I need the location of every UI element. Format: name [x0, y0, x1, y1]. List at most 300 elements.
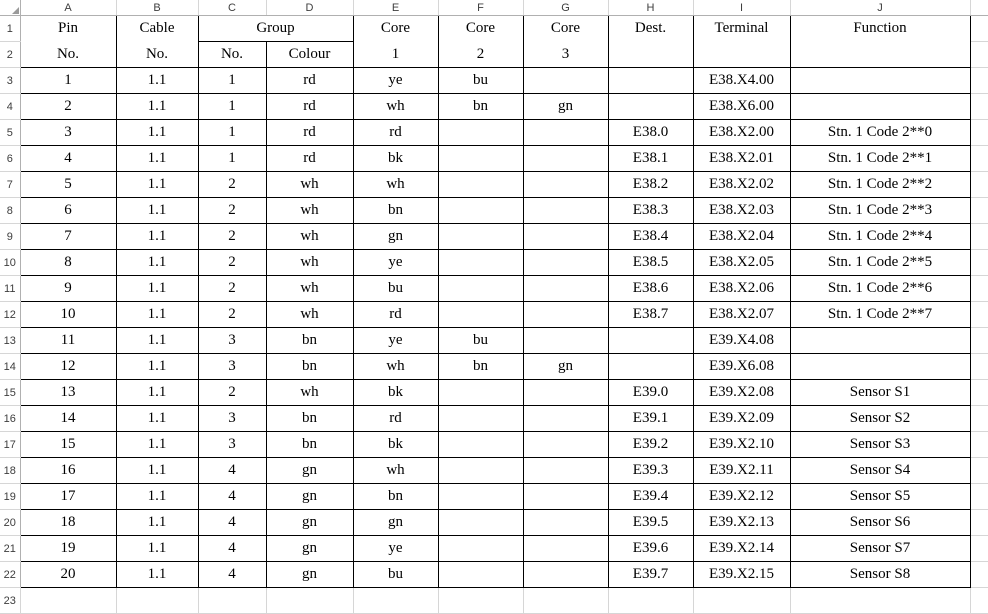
- table-row: [0, 94, 988, 120]
- cell-cable-no[interactable]: 1.1: [116, 536, 198, 562]
- cell-core-2[interactable]: [438, 146, 523, 172]
- cell-pin-no[interactable]: 3: [20, 120, 116, 146]
- row-header-10[interactable]: 10: [0, 250, 20, 276]
- cell-terminal[interactable]: E38.X2.03: [693, 198, 790, 224]
- cell-group-colour[interactable]: wh: [266, 380, 353, 406]
- cell-pin-no[interactable]: 6: [20, 198, 116, 224]
- cell-c23[interactable]: [198, 588, 266, 614]
- cell-extra[interactable]: [970, 562, 988, 588]
- cell-dest[interactable]: E38.4: [608, 224, 693, 250]
- cell-core-2[interactable]: bn: [438, 94, 523, 120]
- cell-core-1[interactable]: gn: [353, 510, 438, 536]
- table-row: [0, 432, 988, 458]
- cell-function[interactable]: [790, 94, 970, 120]
- cell-group-colour[interactable]: rd: [266, 146, 353, 172]
- cell-core-3[interactable]: [523, 562, 608, 588]
- cell-dest[interactable]: E38.0: [608, 120, 693, 146]
- cell-extra[interactable]: [970, 328, 988, 354]
- cell-function[interactable]: Stn. 1 Code 2**2: [790, 172, 970, 198]
- cell-core-3[interactable]: [523, 432, 608, 458]
- cell-core-1[interactable]: bk: [353, 146, 438, 172]
- cell-cable-no[interactable]: 1.1: [116, 198, 198, 224]
- cell-core-3[interactable]: [523, 224, 608, 250]
- cell-terminal[interactable]: E39.X2.10: [693, 432, 790, 458]
- cell-core-3[interactable]: [523, 510, 608, 536]
- row-header-23[interactable]: 23: [0, 588, 20, 614]
- cell-dest[interactable]: [608, 68, 693, 94]
- row-header-14[interactable]: 14: [0, 354, 20, 380]
- cell-cable-no[interactable]: 1.1: [116, 432, 198, 458]
- cell-e2-core-1[interactable]: 1: [353, 42, 438, 68]
- cell-i23[interactable]: [693, 588, 790, 614]
- cell-group-no[interactable]: 3: [198, 354, 266, 380]
- cell-group-colour[interactable]: gn: [266, 562, 353, 588]
- cell-core-2[interactable]: [438, 302, 523, 328]
- cell-core-3[interactable]: [523, 276, 608, 302]
- cell-dest[interactable]: E39.7: [608, 562, 693, 588]
- table-row: [0, 380, 988, 406]
- cell-core-2[interactable]: [438, 276, 523, 302]
- cell-extra[interactable]: [970, 276, 988, 302]
- cell-dest[interactable]: E39.0: [608, 380, 693, 406]
- cell-pin-no[interactable]: 17: [20, 484, 116, 510]
- cell-extra[interactable]: [970, 198, 988, 224]
- cell-core-3[interactable]: [523, 458, 608, 484]
- table-row: [0, 328, 988, 354]
- cell-extra[interactable]: [970, 250, 988, 276]
- column-header-e[interactable]: E: [353, 0, 438, 16]
- cell-function[interactable]: Stn. 1 Code 2**3: [790, 198, 970, 224]
- column-header-f[interactable]: F: [438, 0, 523, 16]
- column-header-k[interactable]: [970, 0, 988, 16]
- cell-group-colour[interactable]: gn: [266, 484, 353, 510]
- cell-group-no[interactable]: 1: [198, 94, 266, 120]
- cell-group-colour[interactable]: rd: [266, 94, 353, 120]
- cell-pin-no[interactable]: 5: [20, 172, 116, 198]
- cell-group-colour[interactable]: wh: [266, 302, 353, 328]
- cell-k1[interactable]: [970, 16, 988, 42]
- cell-cable-no[interactable]: 1.1: [116, 328, 198, 354]
- cell-group-no[interactable]: 2: [198, 380, 266, 406]
- row-header-4[interactable]: 4: [0, 94, 20, 120]
- cell-group-colour[interactable]: wh: [266, 198, 353, 224]
- cell-dest[interactable]: [608, 94, 693, 120]
- cell-b1-cable[interactable]: Cable: [116, 16, 198, 42]
- cell-dest[interactable]: E38.1: [608, 146, 693, 172]
- cell-dest[interactable]: [608, 328, 693, 354]
- cell-group-no[interactable]: 3: [198, 432, 266, 458]
- cell-cable-no[interactable]: 1.1: [116, 224, 198, 250]
- cell-terminal[interactable]: E38.X2.05: [693, 250, 790, 276]
- cell-e23[interactable]: [353, 588, 438, 614]
- cell-terminal[interactable]: E38.X2.00: [693, 120, 790, 146]
- cell-group-no[interactable]: 4: [198, 458, 266, 484]
- cell-pin-no[interactable]: 2: [20, 94, 116, 120]
- table-row: [0, 146, 988, 172]
- table-row: [0, 276, 988, 302]
- cell-core-1[interactable]: rd: [353, 406, 438, 432]
- cell-core-1[interactable]: bu: [353, 276, 438, 302]
- cell-core-2[interactable]: [438, 224, 523, 250]
- cell-dest[interactable]: E38.5: [608, 250, 693, 276]
- cell-f1-core[interactable]: Core: [438, 16, 523, 42]
- cell-g1-core[interactable]: Core: [523, 16, 608, 42]
- cell-pin-no[interactable]: 9: [20, 276, 116, 302]
- row-header-18[interactable]: 18: [0, 458, 20, 484]
- cell-core-2[interactable]: [438, 198, 523, 224]
- cell-core-1[interactable]: bk: [353, 380, 438, 406]
- cell-extra[interactable]: [970, 432, 988, 458]
- cell-extra[interactable]: [970, 172, 988, 198]
- cell-group-colour[interactable]: rd: [266, 120, 353, 146]
- cell-f23[interactable]: [438, 588, 523, 614]
- cell-terminal[interactable]: E38.X4.00: [693, 68, 790, 94]
- cell-terminal[interactable]: E39.X6.08: [693, 354, 790, 380]
- cell-dest[interactable]: E38.6: [608, 276, 693, 302]
- row-header-8[interactable]: 8: [0, 198, 20, 224]
- cell-core-3[interactable]: gn: [523, 94, 608, 120]
- cell-core-3[interactable]: [523, 198, 608, 224]
- cell-cable-no[interactable]: 1.1: [116, 94, 198, 120]
- cell-core-2[interactable]: [438, 250, 523, 276]
- cell-pin-no[interactable]: 16: [20, 458, 116, 484]
- cell-h1-dest[interactable]: Dest.: [608, 16, 693, 42]
- cell-g23[interactable]: [523, 588, 608, 614]
- cell-cable-no[interactable]: 1.1: [116, 302, 198, 328]
- cell-core-2[interactable]: [438, 432, 523, 458]
- cell-core-1[interactable]: bn: [353, 198, 438, 224]
- cell-core-2[interactable]: [438, 120, 523, 146]
- cell-pin-no[interactable]: 12: [20, 354, 116, 380]
- cell-core-3[interactable]: gn: [523, 354, 608, 380]
- cell-function[interactable]: [790, 328, 970, 354]
- cell-core-1[interactable]: ye: [353, 250, 438, 276]
- cell-c1-group[interactable]: Group: [198, 16, 353, 42]
- cell-group-colour[interactable]: bn: [266, 406, 353, 432]
- cell-terminal[interactable]: E39.X2.14: [693, 536, 790, 562]
- cell-core-2[interactable]: bu: [438, 328, 523, 354]
- column-header-b[interactable]: B: [116, 0, 198, 16]
- cell-extra[interactable]: [970, 224, 988, 250]
- cell-core-1[interactable]: wh: [353, 458, 438, 484]
- row-header-6[interactable]: 6: [0, 146, 20, 172]
- cell-function[interactable]: Sensor S3: [790, 432, 970, 458]
- cell-terminal[interactable]: E38.X2.01: [693, 146, 790, 172]
- cell-core-2[interactable]: [438, 562, 523, 588]
- cell-function[interactable]: Stn. 1 Code 2**4: [790, 224, 970, 250]
- cell-extra[interactable]: [970, 120, 988, 146]
- cell-dest[interactable]: E39.6: [608, 536, 693, 562]
- cell-core-1[interactable]: wh: [353, 94, 438, 120]
- cell-group-no[interactable]: 1: [198, 120, 266, 146]
- cell-group-colour[interactable]: bn: [266, 432, 353, 458]
- cell-core-1[interactable]: gn: [353, 224, 438, 250]
- cell-pin-no[interactable]: 1: [20, 68, 116, 94]
- cell-function[interactable]: Stn. 1 Code 2**5: [790, 250, 970, 276]
- cell-group-colour[interactable]: wh: [266, 172, 353, 198]
- column-header-h[interactable]: H: [608, 0, 693, 16]
- cell-terminal[interactable]: E38.X2.02: [693, 172, 790, 198]
- cell-group-colour[interactable]: wh: [266, 250, 353, 276]
- cell-group-no[interactable]: 4: [198, 536, 266, 562]
- cell-group-no[interactable]: 4: [198, 562, 266, 588]
- cell-terminal[interactable]: E39.X2.11: [693, 458, 790, 484]
- cell-extra[interactable]: [970, 380, 988, 406]
- cell-extra[interactable]: [970, 536, 988, 562]
- cell-cable-no[interactable]: 1.1: [116, 406, 198, 432]
- row-header-22[interactable]: 22: [0, 562, 20, 588]
- cell-group-no[interactable]: 4: [198, 484, 266, 510]
- column-header-c[interactable]: C: [198, 0, 266, 16]
- cell-cable-no[interactable]: 1.1: [116, 484, 198, 510]
- cell-j2[interactable]: [790, 42, 970, 68]
- cell-j23[interactable]: [790, 588, 970, 614]
- cell-pin-no[interactable]: 20: [20, 562, 116, 588]
- cell-pin-no[interactable]: 4: [20, 146, 116, 172]
- cell-a1-pin[interactable]: Pin: [20, 16, 116, 42]
- cell-group-no[interactable]: 2: [198, 250, 266, 276]
- cell-c2-group-no[interactable]: No.: [198, 42, 266, 68]
- cell-terminal[interactable]: E38.X2.04: [693, 224, 790, 250]
- column-header-g[interactable]: G: [523, 0, 608, 16]
- cell-pin-no[interactable]: 7: [20, 224, 116, 250]
- cell-function[interactable]: Sensor S6: [790, 510, 970, 536]
- cell-core-3[interactable]: [523, 406, 608, 432]
- cell-j1-function[interactable]: Function: [790, 16, 970, 42]
- cell-function[interactable]: Stn. 1 Code 2**6: [790, 276, 970, 302]
- column-header-j[interactable]: J: [790, 0, 970, 16]
- cell-core-1[interactable]: ye: [353, 536, 438, 562]
- cell-extra[interactable]: [970, 510, 988, 536]
- cell-core-1[interactable]: ye: [353, 328, 438, 354]
- cell-group-no[interactable]: 3: [198, 328, 266, 354]
- row-header-9[interactable]: 9: [0, 224, 20, 250]
- cell-extra[interactable]: [970, 406, 988, 432]
- cell-pin-no[interactable]: 14: [20, 406, 116, 432]
- cell-core-2[interactable]: [438, 380, 523, 406]
- cell-d2-group-colour[interactable]: Colour: [266, 42, 353, 68]
- cell-core-1[interactable]: bn: [353, 484, 438, 510]
- row-header-11[interactable]: 11: [0, 276, 20, 302]
- cell-cable-no[interactable]: 1.1: [116, 354, 198, 380]
- cell-terminal[interactable]: E38.X6.00: [693, 94, 790, 120]
- cell-cable-no[interactable]: 1.1: [116, 562, 198, 588]
- row-header-5[interactable]: 5: [0, 120, 20, 146]
- cell-function[interactable]: Stn. 1 Code 2**1: [790, 146, 970, 172]
- cell-function[interactable]: Sensor S5: [790, 484, 970, 510]
- cell-core-2[interactable]: bu: [438, 68, 523, 94]
- table-row: [0, 302, 988, 328]
- row-header-16[interactable]: 16: [0, 406, 20, 432]
- cell-dest[interactable]: E39.3: [608, 458, 693, 484]
- cell-core-1[interactable]: ye: [353, 68, 438, 94]
- row-header-1[interactable]: 1: [0, 16, 20, 42]
- cell-d23[interactable]: [266, 588, 353, 614]
- cell-dest[interactable]: E39.2: [608, 432, 693, 458]
- cell-core-1[interactable]: bu: [353, 562, 438, 588]
- cell-e1-core[interactable]: Core: [353, 16, 438, 42]
- cell-group-colour[interactable]: wh: [266, 276, 353, 302]
- cell-cable-no[interactable]: 1.1: [116, 68, 198, 94]
- cell-pin-no[interactable]: 19: [20, 536, 116, 562]
- cell-core-2[interactable]: bn: [438, 354, 523, 380]
- cell-terminal[interactable]: E39.X2.12: [693, 484, 790, 510]
- row-header-15[interactable]: 15: [0, 380, 20, 406]
- table-row: [0, 172, 988, 198]
- cell-core-2[interactable]: [438, 536, 523, 562]
- cell-i1-terminal[interactable]: Terminal: [693, 16, 790, 42]
- cell-core-1[interactable]: rd: [353, 120, 438, 146]
- cell-core-2[interactable]: [438, 458, 523, 484]
- cell-pin-no[interactable]: 10: [20, 302, 116, 328]
- cell-dest[interactable]: E39.5: [608, 510, 693, 536]
- cell-core-3[interactable]: [523, 380, 608, 406]
- cell-core-1[interactable]: wh: [353, 172, 438, 198]
- cell-b2-cable-no[interactable]: No.: [116, 42, 198, 68]
- cell-f2-core-2[interactable]: 2: [438, 42, 523, 68]
- row-header-13[interactable]: 13: [0, 328, 20, 354]
- cell-extra[interactable]: [970, 68, 988, 94]
- cell-cable-no[interactable]: 1.1: [116, 120, 198, 146]
- corner-triangle-icon: [12, 7, 19, 14]
- cell-function[interactable]: Stn. 1 Code 2**7: [790, 302, 970, 328]
- cell-dest[interactable]: [608, 354, 693, 380]
- cell-function[interactable]: [790, 68, 970, 94]
- cell-group-no[interactable]: 2: [198, 302, 266, 328]
- cell-g2-core-3[interactable]: 3: [523, 42, 608, 68]
- cell-core-3[interactable]: [523, 120, 608, 146]
- cell-a2-pin-no[interactable]: No.: [20, 42, 116, 68]
- cell-core-1[interactable]: wh: [353, 354, 438, 380]
- cell-b23[interactable]: [116, 588, 198, 614]
- cell-cable-no[interactable]: 1.1: [116, 380, 198, 406]
- cell-cable-no[interactable]: 1.1: [116, 276, 198, 302]
- cell-h23[interactable]: [608, 588, 693, 614]
- cell-group-colour[interactable]: gn: [266, 536, 353, 562]
- cell-group-colour[interactable]: wh: [266, 224, 353, 250]
- cell-group-no[interactable]: 2: [198, 276, 266, 302]
- cell-cable-no[interactable]: 1.1: [116, 172, 198, 198]
- cell-core-3[interactable]: [523, 172, 608, 198]
- cell-function[interactable]: [790, 354, 970, 380]
- cell-pin-no[interactable]: 18: [20, 510, 116, 536]
- cell-core-3[interactable]: [523, 68, 608, 94]
- cell-function[interactable]: Sensor S7: [790, 536, 970, 562]
- cell-k23[interactable]: [970, 588, 988, 614]
- cell-pin-no[interactable]: 15: [20, 432, 116, 458]
- cell-cable-no[interactable]: 1.1: [116, 146, 198, 172]
- cell-function[interactable]: Stn. 1 Code 2**0: [790, 120, 970, 146]
- cell-core-1[interactable]: rd: [353, 302, 438, 328]
- column-header-a[interactable]: A: [20, 0, 116, 16]
- cell-i2[interactable]: [693, 42, 790, 68]
- cell-core-2[interactable]: [438, 510, 523, 536]
- cell-core-3[interactable]: [523, 146, 608, 172]
- row-header-17[interactable]: 17: [0, 432, 20, 458]
- row-header-19[interactable]: 19: [0, 484, 20, 510]
- cell-group-no[interactable]: 1: [198, 146, 266, 172]
- cell-core-3[interactable]: [523, 302, 608, 328]
- cell-core-2[interactable]: [438, 484, 523, 510]
- table-row: [0, 406, 988, 432]
- cell-function[interactable]: Sensor S1: [790, 380, 970, 406]
- select-all-corner[interactable]: [0, 0, 20, 16]
- cell-pin-no[interactable]: 11: [20, 328, 116, 354]
- cell-extra[interactable]: [970, 458, 988, 484]
- row-header-3[interactable]: 3: [0, 68, 20, 94]
- cell-a23[interactable]: [20, 588, 116, 614]
- cell-core-1[interactable]: bk: [353, 432, 438, 458]
- row-header-21[interactable]: 21: [0, 536, 20, 562]
- cell-function[interactable]: Sensor S4: [790, 458, 970, 484]
- cell-terminal[interactable]: E38.X2.06: [693, 276, 790, 302]
- column-header-d[interactable]: D: [266, 0, 353, 16]
- cell-extra[interactable]: [970, 484, 988, 510]
- row-header-2[interactable]: 2: [0, 42, 20, 68]
- cell-dest[interactable]: E39.1: [608, 406, 693, 432]
- cell-terminal[interactable]: E39.X2.15: [693, 562, 790, 588]
- cell-dest[interactable]: E38.2: [608, 172, 693, 198]
- cell-terminal[interactable]: E39.X2.08: [693, 380, 790, 406]
- cell-group-colour[interactable]: bn: [266, 354, 353, 380]
- cell-function[interactable]: Sensor S2: [790, 406, 970, 432]
- cell-dest[interactable]: E38.3: [608, 198, 693, 224]
- cell-pin-no[interactable]: 13: [20, 380, 116, 406]
- cell-cable-no[interactable]: 1.1: [116, 250, 198, 276]
- table-row: [0, 68, 988, 94]
- cell-dest[interactable]: E38.7: [608, 302, 693, 328]
- cell-core-2[interactable]: [438, 406, 523, 432]
- cell-h2[interactable]: [608, 42, 693, 68]
- cell-core-3[interactable]: [523, 484, 608, 510]
- table-row: [0, 224, 988, 250]
- cell-core-3[interactable]: [523, 250, 608, 276]
- cell-core-2[interactable]: [438, 172, 523, 198]
- cell-group-colour[interactable]: gn: [266, 510, 353, 536]
- cell-group-no[interactable]: 4: [198, 510, 266, 536]
- cell-pin-no[interactable]: 8: [20, 250, 116, 276]
- cell-group-no[interactable]: 2: [198, 198, 266, 224]
- column-header-i[interactable]: I: [693, 0, 790, 16]
- cell-group-no[interactable]: 2: [198, 224, 266, 250]
- cell-dest[interactable]: E39.4: [608, 484, 693, 510]
- cell-group-colour[interactable]: rd: [266, 68, 353, 94]
- cell-group-colour[interactable]: bn: [266, 328, 353, 354]
- cell-core-3[interactable]: [523, 328, 608, 354]
- cell-core-3[interactable]: [523, 536, 608, 562]
- cell-cable-no[interactable]: 1.1: [116, 458, 198, 484]
- cell-group-no[interactable]: 3: [198, 406, 266, 432]
- cell-terminal[interactable]: E38.X2.07: [693, 302, 790, 328]
- row-header-20[interactable]: 20: [0, 510, 20, 536]
- row-header-12[interactable]: 12: [0, 302, 20, 328]
- row-header-7[interactable]: 7: [0, 172, 20, 198]
- cell-group-no[interactable]: 1: [198, 68, 266, 94]
- cell-terminal[interactable]: E39.X2.13: [693, 510, 790, 536]
- cell-extra[interactable]: [970, 354, 988, 380]
- cell-k2[interactable]: [970, 42, 988, 68]
- cell-extra[interactable]: [970, 302, 988, 328]
- cell-terminal[interactable]: E39.X2.09: [693, 406, 790, 432]
- cell-cable-no[interactable]: 1.1: [116, 510, 198, 536]
- cell-extra[interactable]: [970, 146, 988, 172]
- cell-function[interactable]: Sensor S8: [790, 562, 970, 588]
- cell-group-colour[interactable]: gn: [266, 458, 353, 484]
- column-header-row: [0, 0, 988, 16]
- cell-group-no[interactable]: 2: [198, 172, 266, 198]
- cell-terminal[interactable]: E39.X4.08: [693, 328, 790, 354]
- cell-extra[interactable]: [970, 94, 988, 120]
